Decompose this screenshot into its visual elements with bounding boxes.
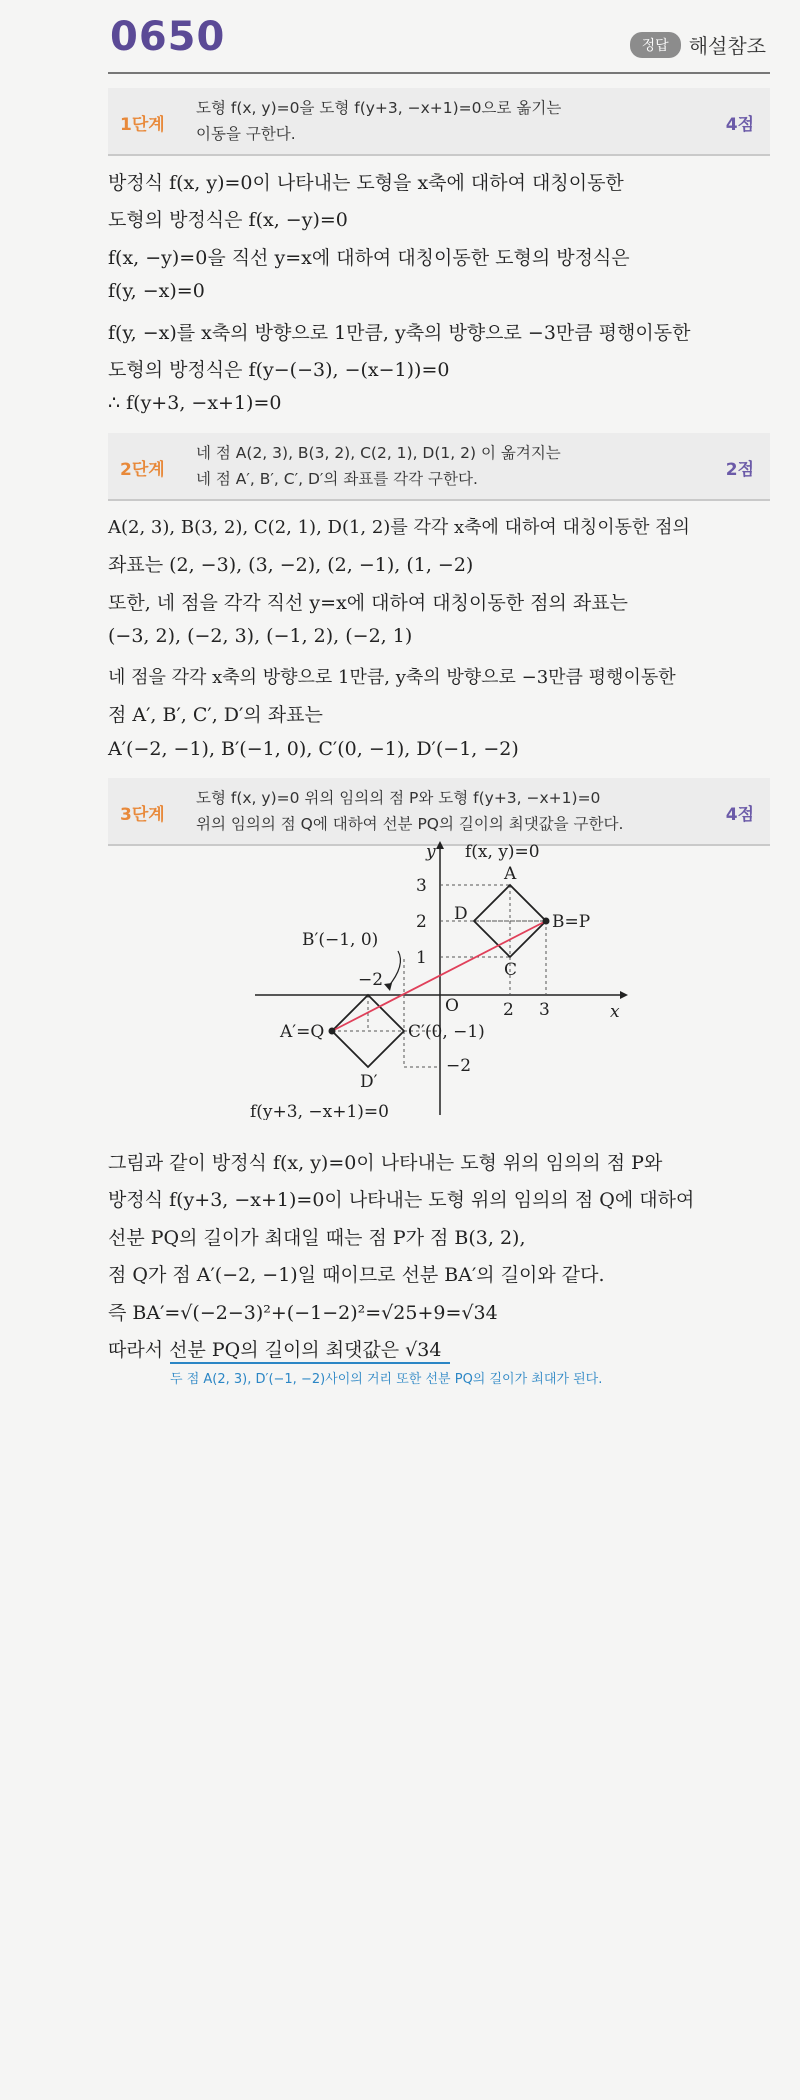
step-2-line: 점 A′, B′, C′, D′의 좌표는: [108, 704, 323, 726]
point-d-label: D: [454, 904, 468, 924]
step-1-line: ∴ f(y+3, −x+1)=0: [108, 392, 282, 414]
point-d-prime-label: D′: [360, 1072, 378, 1092]
step-2-line: 또한, 네 점을 각각 직선 y=x에 대하여 대칭이동한 점의 좌표는: [108, 592, 628, 614]
step-2-line: 네 점을 각각 x축의 방향으로 1만큼, y축의 방향으로 −3만큼 평행이동한: [108, 667, 676, 688]
step-3-points: 4점: [725, 805, 754, 825]
step-1-line: 방정식 f(x, y)=0이 나타내는 도형을 x축에 대하여 대칭이동한: [108, 172, 624, 194]
point-a-prime-label: A′=Q: [280, 1022, 325, 1042]
step-3-line: 방정식 f(y+3, −x+1)=0이 나타내는 도형 위의 임의의 점 Q에 대하여: [108, 1189, 695, 1211]
b-prime-pointer-arrow-icon: [384, 983, 392, 991]
step-2-description-line-2: 네 점 A′, B′, C′, D′의 좌표를 각각 구한다.: [196, 470, 478, 488]
x-tick-2: 2: [503, 1000, 514, 1020]
step-1-line: 도형의 방정식은 f(y−(−3), −(x−1))=0: [108, 359, 450, 381]
step-1-label: 1단계: [120, 115, 165, 135]
answer-reference: [630, 30, 766, 59]
step-1-line: f(y, −x)를 x축의 방향으로 1만큼, y축의 방향으로 −3만큼 평행이동한: [108, 322, 691, 344]
step-2-line: 좌표는 (2, −3), (3, −2), (2, −1), (1, −2): [108, 554, 474, 576]
x-axis-label: x: [610, 1002, 620, 1022]
answer-reference-text: 해설참조: [688, 34, 766, 58]
step-3-description-line-1: 도형 f(x, y)=0 위의 임의의 점 P와 도형 f(y+3, −x+1)=0: [196, 789, 601, 807]
answer-badge: 정답: [630, 32, 681, 58]
step-2-box: [108, 433, 770, 501]
step-2-description-line-1: 네 점 A(2, 3), B(3, 2), C(2, 1), D(1, 2) 이 옮겨지는: [196, 444, 561, 462]
step-2-label: 2단계: [120, 460, 165, 480]
point-b-prime-label: B′(−1, 0): [302, 930, 379, 950]
step-3-line: 선분 PQ의 길이가 최대일 때는 점 P가 점 B(3, 2),: [108, 1227, 526, 1249]
step-1-line: 도형의 방정식은 f(x, −y)=0: [108, 209, 348, 231]
step-1-box: [108, 88, 770, 156]
x-tick-3: 3: [539, 1000, 550, 1020]
step-1-points: 4점: [725, 115, 754, 135]
header-divider: [108, 72, 770, 74]
problem-number: 0650: [110, 14, 226, 60]
step-1-line: f(x, −y)=0을 직선 y=x에 대하여 대칭이동한 도형의 방정식은: [108, 247, 630, 269]
step-3-label: 3단계: [120, 805, 165, 825]
step-3-line: 그림과 같이 방정식 f(x, y)=0이 나타내는 도형 위의 임의의 점 P와: [108, 1152, 663, 1174]
step-3-line: 즉 BA′=√(−2−3)²+(−1−2)²=√25+9=√34: [108, 1302, 498, 1324]
step-3-description-line-2: 위의 임의의 점 Q에 대하여 선분 PQ의 길이의 최댓값을 구한다.: [196, 815, 624, 833]
step-2-line: (−3, 2), (−2, 3), (−1, 2), (−2, 1): [108, 625, 413, 647]
step-3-final-answer: 따라서 선분 PQ의 길이의 최댓값은 √34: [108, 1339, 442, 1361]
b-prime-pointer: [388, 951, 400, 987]
x-axis-arrow-icon: [620, 991, 628, 999]
x-tick-negative-2: −2: [358, 970, 384, 990]
point-q: [329, 1028, 336, 1035]
step-2-line: A′(−2, −1), B′(−1, 0), C′(0, −1), D′(−1, −2): [108, 738, 519, 760]
coordinate-graph: [240, 835, 630, 1120]
y-tick-3: 3: [416, 876, 427, 896]
y-axis-label: y: [426, 842, 436, 862]
origin-label: O: [445, 996, 459, 1016]
y-tick-negative-2: −2: [446, 1056, 472, 1076]
step-1-description-line-1: 도형 f(x, y)=0을 도형 f(y+3, −x+1)=0으로 옮기는: [196, 99, 562, 117]
point-p: [543, 918, 550, 925]
step-1-description-line-2: 이동을 구한다.: [196, 125, 296, 143]
y-tick-1: 1: [416, 948, 427, 968]
step-3-note: 두 점 A(2, 3), D′(−1, −2)사이의 거리 또한 선분 PQ의 길이가 최대가 된다.: [170, 1372, 603, 1387]
step-3-line: 점 Q가 점 A′(−2, −1)일 때이므로 선분 BA′의 길이와 같다.: [108, 1264, 605, 1286]
y-axis-arrow-icon: [436, 841, 444, 849]
step-2-points: 2점: [725, 460, 754, 480]
transformed-figure-label: f(y+3, −x+1)=0: [250, 1102, 389, 1120]
original-figure-label: f(x, y)=0: [465, 842, 540, 862]
step-1-line: f(y, −x)=0: [108, 280, 205, 302]
point-b-label: B=P: [552, 912, 591, 932]
point-a-label: A: [504, 864, 517, 884]
answer-underline: [170, 1362, 450, 1364]
point-c-prime-label: C′(0, −1): [408, 1022, 485, 1042]
step-2-line: A(2, 3), B(3, 2), C(2, 1), D(1, 2)를 각각 x축에 대하여 대칭이동한 점의: [108, 517, 690, 538]
point-c-label: C: [504, 960, 518, 980]
y-tick-2: 2: [416, 912, 427, 932]
